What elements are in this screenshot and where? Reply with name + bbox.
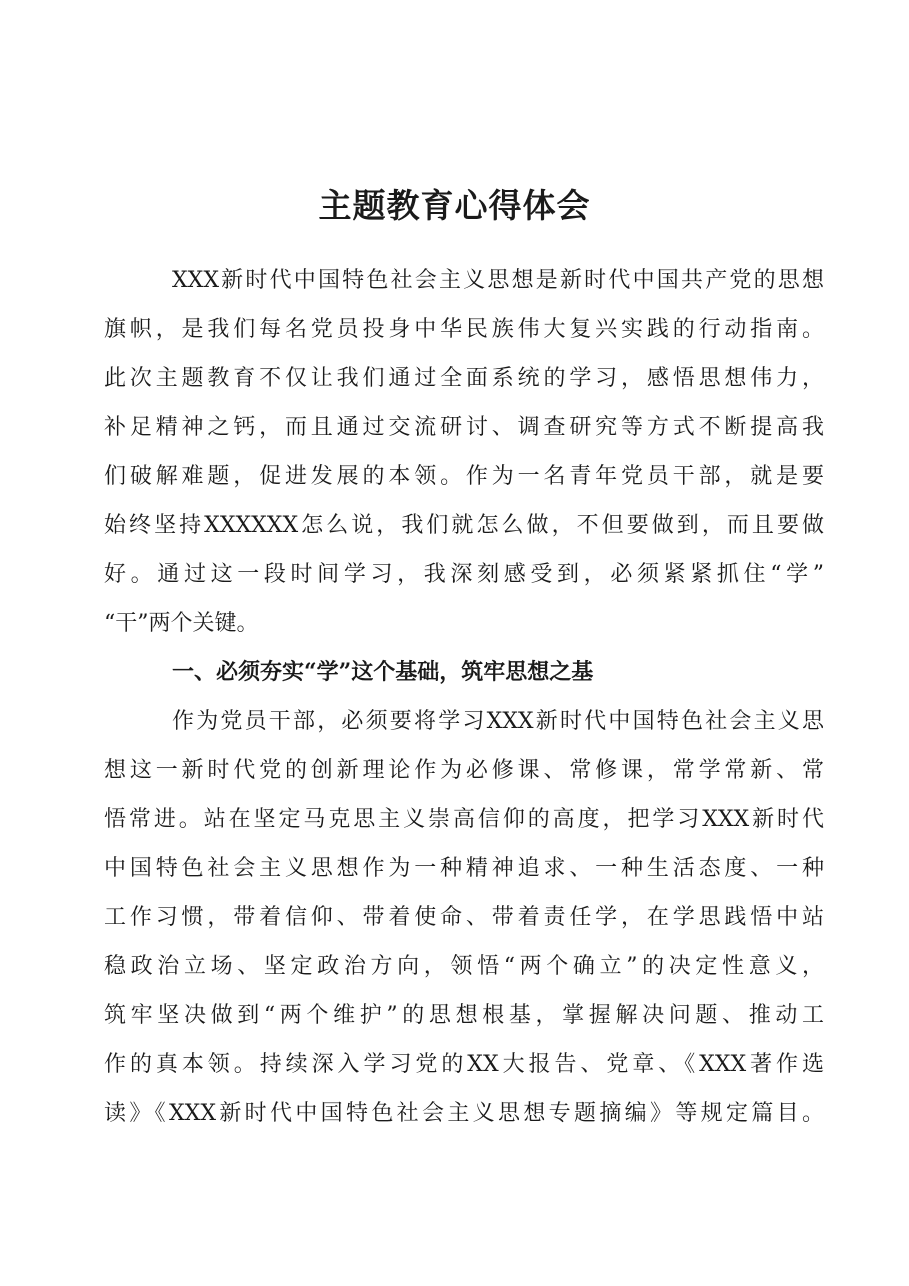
document-title: 主题教育心得体会 <box>318 186 591 225</box>
intro-line: 此次主题教育不仅让我们通过全面系统的学习，感悟思想伟力， <box>104 366 824 391</box>
intro-line: XXX新时代中国特色社会主义思想是新时代中国共产党的思想 <box>172 268 824 293</box>
section-line: 工作习惯，带着信仰、带着使命、带着责任学，在学思践悟中站 <box>104 905 824 930</box>
section-line: 筑牢坚决做到“两个维护”的思想根基，掌握解决问题、推动工 <box>104 1003 824 1028</box>
section-line: 读》《XXX新时代中国特色社会主义思想专题摘编》等规定篇目。 <box>104 1101 824 1126</box>
intro-line: 旗帜，是我们每名党员投身中华民族伟大复兴实践的行动指南。 <box>104 317 824 342</box>
intro-line: 好。通过这一段时间学习，我深刻感受到，必须紧紧抓住“学” <box>104 562 824 587</box>
intro-line: 补足精神之钙，而且通过交流研讨、调查研究等方式不断提高我 <box>104 415 824 440</box>
section-line: 中国特色社会主义思想作为一种精神追求、一种生活态度、一种 <box>104 856 824 881</box>
intro-line: 们破解难题，促进发展的本领。作为一名青年党员干部，就是要 <box>104 464 824 489</box>
section-line: 悟常进。站在坚定马克思主义崇高信仰的高度，把学习XXX新时代 <box>104 807 824 832</box>
document-body <box>104 256 824 1138</box>
section-line: 想这一新时代党的创新理论作为必修课、常修课，常学常新、常 <box>104 758 824 783</box>
section-line: 作为党员干部，必须要将学习XXX新时代中国特色社会主义思 <box>172 709 824 734</box>
intro-line: 始终坚持XXXXXX怎么说，我们就怎么做，不但要做到，而且要做 <box>104 513 824 538</box>
intro-line: “干”两个关键。 <box>104 611 259 636</box>
section-heading: 一、必须夯实“学”这个基础，筑牢思想之基 <box>172 659 594 685</box>
section-line: 作的真本领。持续深入学习党的XX大报告、党章、《XXX著作选 <box>104 1052 824 1077</box>
section-line: 稳政治立场、坚定政治方向，领悟“两个确立”的决定性意义， <box>104 954 824 979</box>
